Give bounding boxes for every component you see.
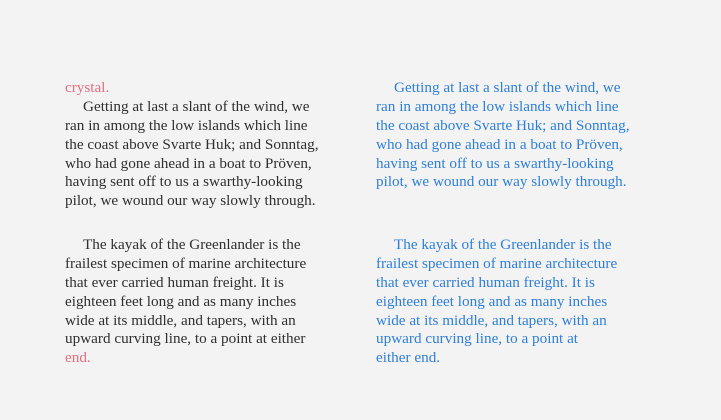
text-line: ran in among the low islands which line — [376, 97, 619, 115]
text-line: who had gone ahead in a boat to Pröven, — [65, 154, 312, 172]
text-line: wide at its middle, and tapers, with an — [65, 311, 296, 329]
text-line: The kayak of the Greenlander is the — [83, 236, 301, 253]
text-line: who had gone ahead in a boat to Pröven, — [376, 135, 623, 153]
text-line: Getting at last a slant of the wind, we — [394, 79, 621, 96]
text-line: wide at its middle, and tapers, with an — [376, 311, 607, 329]
text-line: Getting at last a slant of the wind, we — [83, 97, 310, 115]
text-line: eighteen feet long and as many inches — [376, 292, 608, 310]
text-line: the coast above Svarte Huk; and Sonntag, — [65, 135, 319, 153]
right-bottom-paragraph — [376, 236, 617, 368]
text-line: The kayak of the Greenlander is the — [394, 236, 612, 253]
text-line: that ever carried human freight. It is — [65, 273, 284, 291]
text-line: having sent off to us a swarthy-looking — [376, 154, 614, 172]
text-line: eighteen feet long and as many inches — [65, 292, 297, 310]
text-line: that ever carried human freight. It is — [376, 273, 595, 291]
text-line: pilot, we wound our way slowly through. — [376, 173, 627, 191]
text-line: upward curving line, to a point at either — [65, 330, 306, 348]
text-line: ran in among the low islands which line — [65, 116, 308, 134]
text-line: pilot, we wound our way slowly through. — [65, 192, 316, 210]
text-line: the coast above Svarte Huk; and Sonntag, — [376, 116, 630, 134]
left-top-paragraph — [65, 79, 319, 211]
overflow-line: end. — [65, 349, 91, 367]
text-line: frailest specimen of marine architecture — [65, 254, 307, 272]
left-bottom-paragraph — [65, 236, 306, 368]
right-top-paragraph — [376, 79, 630, 192]
text-line: either end. — [376, 349, 441, 367]
text-line: frailest specimen of marine architecture — [376, 254, 618, 272]
overflow-line: crystal. — [65, 79, 110, 96]
text-line: upward curving line, to a point at — [376, 330, 579, 348]
text-line: having sent off to us a swarthy-looking — [65, 173, 303, 191]
